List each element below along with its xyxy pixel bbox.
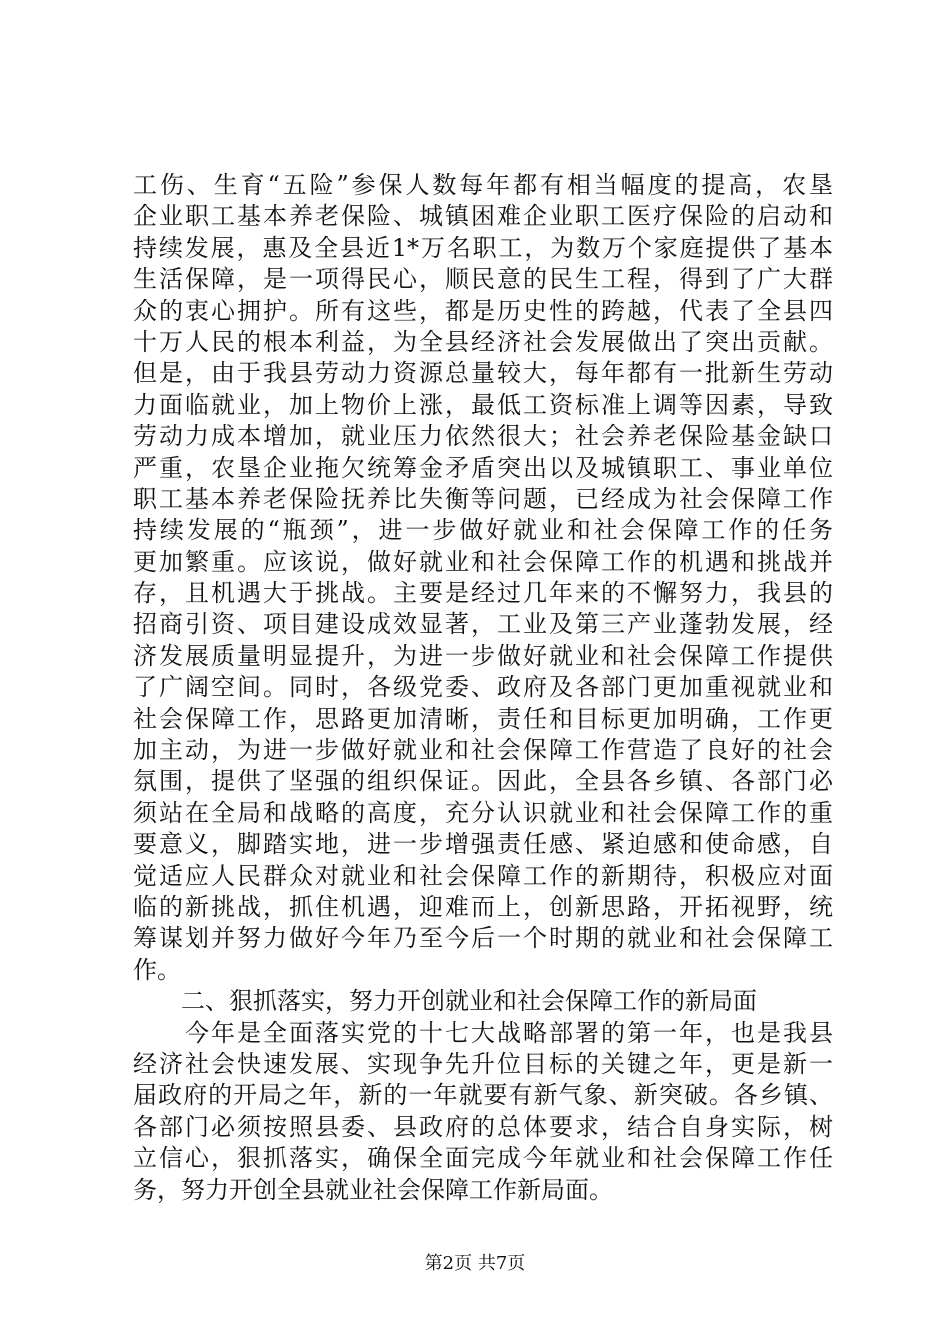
text-line: 工伤、生育“五险”参保人数每年都有相当幅度的提高，农垦 — [133, 171, 833, 199]
text-line: 招商引资、项目建设成效显著，工业及第三产业蓬勃发展，经 — [133, 610, 833, 639]
text-line: 临的新挑战，抓住机遇，迎难而上，创新思路，开拓视野，统 — [133, 892, 833, 921]
text-line: 氛围，提供了坚强的组织保证。因此，全县各乡镇、各部门必 — [133, 767, 833, 796]
text-line: 各部门必须按照县委、县政府的总体要求，结合自身实际，树 — [133, 1112, 833, 1141]
text-line: 但是，由于我县劳动力资源总量较大，每年都有一批新生劳动 — [133, 359, 833, 388]
text-line: 觉适应人民群众对就业和社会保障工作的新期待，积极应对面 — [133, 861, 833, 890]
text-line: 加主动，为进一步做好就业和社会保障工作营造了良好的社会 — [133, 736, 833, 765]
text-line: 企业职工基本养老保险、城镇困难企业职工医疗保险的启动和 — [133, 202, 833, 231]
text-line: 生活保障，是一项得民心，顺民意的民生工程，得到了广大群 — [133, 265, 833, 294]
section-heading: 二、狠抓落实，努力开创就业和社会保障工作的新局面 — [133, 987, 757, 1016]
text-line: 作。 — [133, 955, 181, 984]
text-line: 存，且机遇大于挑战。主要是经过几年来的不懈努力，我县的 — [133, 579, 833, 608]
text-line: 众的衷心拥护。所有这些，都是历史性的跨越，代表了全县四 — [133, 296, 833, 325]
text-line: 十万人民的根本利益，为全县经济社会发展做出了突出贡献。 — [133, 327, 833, 356]
text-line: 持续发展的“瓶颈”，进一步做好就业和社会保障工作的任务 — [133, 516, 833, 545]
text-line: 了广阔空间。同时，各级党委、政府及各部门更加重视就业和 — [133, 673, 833, 702]
text-line: 济发展质量明显提升，为进一步做好就业和社会保障工作提供 — [133, 641, 833, 670]
text-line: 务，努力开创全县就业社会保障工作新局面。 — [133, 1175, 613, 1204]
text-line: 更加繁重。应该说，做好就业和社会保障工作的机遇和挑战并 — [133, 547, 833, 576]
text-line: 力面临就业，加上物价上涨，最低工资标准上调等因素，导致 — [133, 390, 833, 419]
text-line: 持续发展，惠及全县近1*万名职工，为数万个家庭提供了基本 — [133, 233, 833, 262]
body-text — [133, 170, 833, 1206]
text-line: 今年是全面落实党的十七大战略部署的第一年，也是我县 — [133, 1018, 833, 1047]
text-line: 经济社会快速发展、实现争先升位目标的关键之年，更是新一 — [133, 1049, 833, 1078]
text-line: 劳动力成本增加，就业压力依然很大；社会养老保险基金缺口 — [133, 422, 833, 451]
text-line: 届政府的开局之年，新的一年就要有新气象、新突破。各乡镇、 — [133, 1081, 833, 1110]
text-line: 要意义，脚踏实地，进一步增强责任感、紧迫感和使命感，自 — [133, 830, 833, 859]
text-line: 立信心，狠抓落实，确保全面完成今年就业和社会保障工作任 — [133, 1144, 833, 1173]
text-line: 须站在全局和战略的高度，充分认识就业和社会保障工作的重 — [133, 798, 833, 827]
text-line: 职工基本养老保险抚养比失衡等问题，已经成为社会保障工作 — [133, 484, 833, 513]
page-number-footer: 第2页 共7页 — [424, 1253, 526, 1274]
text-line: 社会保障工作，思路更加清晰，责任和目标更加明确，工作更 — [133, 704, 833, 733]
text-line: 严重，农垦企业拖欠统筹金矛盾突出以及城镇职工、事业单位 — [133, 453, 833, 482]
text-line: 筹谋划并努力做好今年乃至今后一个时期的就业和社会保障工 — [133, 924, 833, 953]
